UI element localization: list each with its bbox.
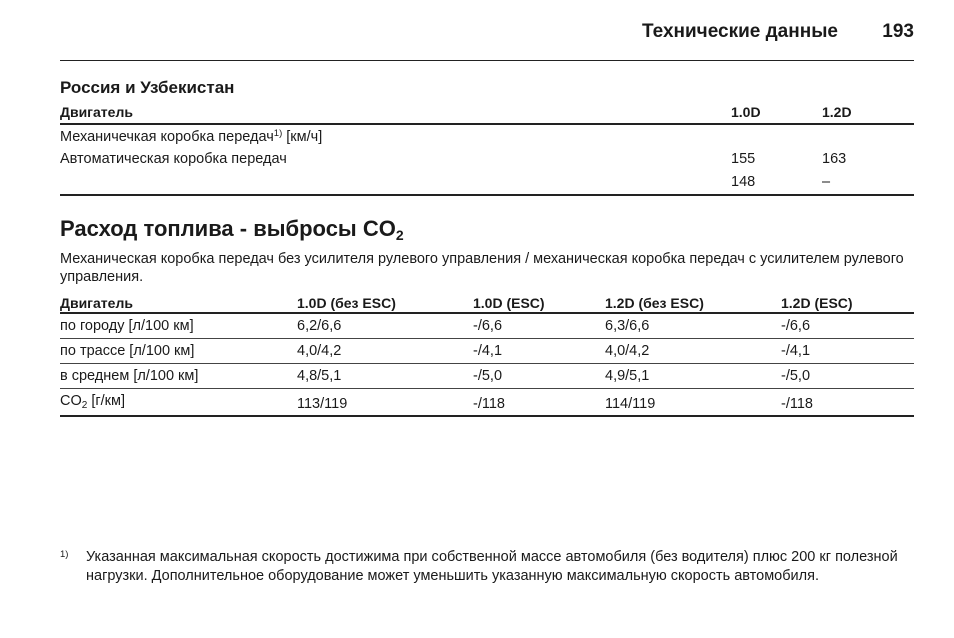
cell-value: -/4,1 — [781, 343, 811, 359]
cell-value: -/5,0 — [781, 368, 811, 384]
table-row — [60, 148, 914, 171]
column-header: 1.2D (без ESC) — [605, 295, 704, 311]
cell-value: -/4,1 — [473, 343, 503, 359]
cell-value: 6,3/6,6 — [605, 318, 650, 334]
fuel-section-description: Механическая коробка передач без усилителя рулевого управления / механическая коробка передач с усилителем рулевого управления. — [60, 251, 904, 285]
column-header: Двигатель — [60, 104, 133, 120]
cell-value: -/5,0 — [473, 368, 503, 384]
table-row — [60, 171, 914, 194]
cell-value: – — [822, 174, 831, 190]
table-row — [60, 314, 914, 339]
page-number: 193 — [882, 21, 914, 42]
cell-value: 4,9/5,1 — [605, 368, 650, 384]
column-header: Двигатель — [60, 295, 133, 311]
footnote-mark: 1) — [273, 128, 283, 139]
fuel-section-title: Расход топлива - выбросы $CO_2$ — [60, 216, 404, 243]
table-row — [60, 339, 914, 364]
footnote-mark: 1) — [60, 549, 69, 560]
cell-value: -/6,6 — [473, 318, 503, 334]
row-label: по трассе [л/100 км] — [60, 343, 195, 359]
cell-value: 148 — [731, 174, 756, 190]
cell-value: 114/119 — [605, 396, 656, 412]
cell-value: -/6,6 — [781, 318, 811, 334]
column-header: 1.0D — [731, 104, 761, 120]
section-title: Технические данные — [641, 21, 838, 42]
footnote — [60, 548, 920, 586]
table-row — [60, 389, 914, 417]
cell-value: 113/119 — [297, 396, 348, 412]
fuel-table — [60, 291, 914, 417]
cell-value: -/118 — [781, 396, 813, 412]
column-header: 1.2D — [822, 104, 852, 120]
cell-value: 163 — [822, 151, 847, 167]
row-label: Автоматическая коробка передач — [60, 151, 287, 167]
cell-value: 4,8/5,1 — [297, 368, 342, 384]
cell-value: -/118 — [473, 396, 505, 412]
column-header: 1.0D (без ESC) — [297, 295, 396, 311]
speed-table — [60, 101, 914, 196]
cell-value: 4,0/4,2 — [297, 343, 342, 359]
table-header — [60, 291, 914, 314]
page-header — [60, 20, 914, 61]
table-header — [60, 101, 914, 125]
row-label: $CO_2$ [г/км] — [60, 393, 126, 411]
column-header: 1.2D (ESC) — [781, 295, 853, 311]
cell-value: 155 — [731, 151, 756, 167]
cell-value: 6,2/6,6 — [297, 318, 342, 334]
footnote-text: Указанная максимальная скорость достижима при собственной массе автомобиля (без водителя) плюс 200 кг полезной нагрузки. Дополнительное оборудование может уменьшить указанную максимальную скорость автомобиля. — [86, 549, 898, 584]
speed-section-title: Россия и Узбекистан — [60, 78, 235, 97]
row-label: по городу [л/100 км] — [60, 318, 194, 334]
table-row — [60, 364, 914, 389]
table-row — [60, 125, 914, 148]
table-divider — [60, 194, 914, 196]
row-label: Механичечкая коробка передач$^{1)}$ [км/ч] — [60, 128, 323, 145]
column-header: 1.0D (ESC) — [473, 295, 545, 311]
row-label: в среднем [л/100 км] — [60, 368, 199, 384]
cell-value: 4,0/4,2 — [605, 343, 650, 359]
